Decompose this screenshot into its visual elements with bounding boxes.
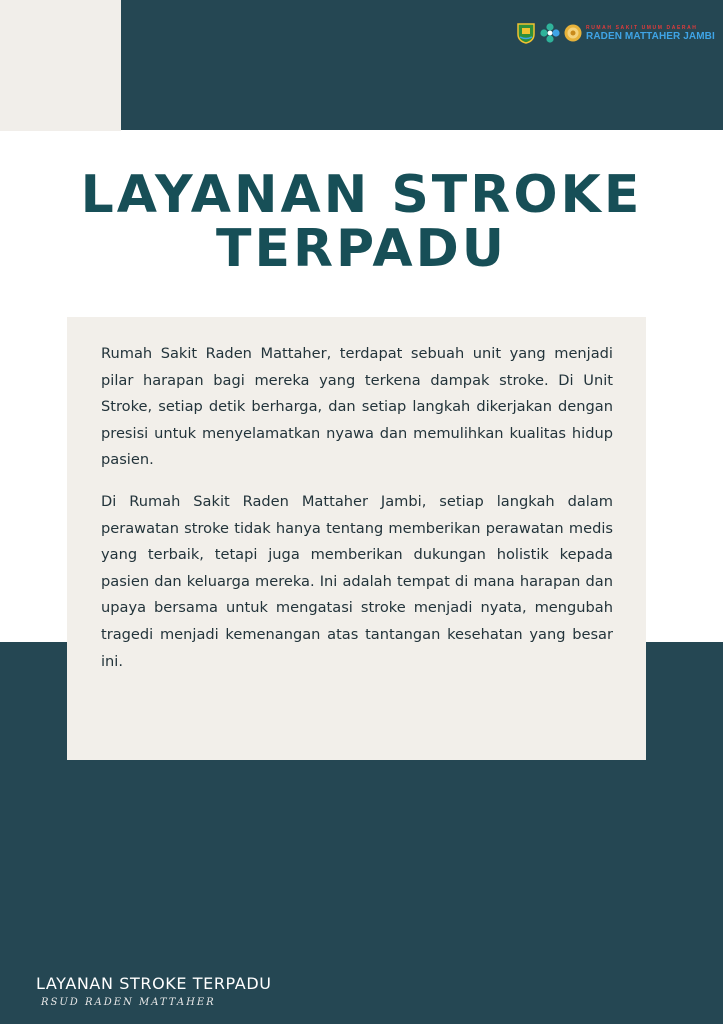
paragraph-care: Di Rumah Sakit Raden Mattaher Jambi, setiap langkah dalam perawatan stroke tidak hanya tentang memberikan perawatan medis yang terbaik, tetapi juga memberikan dukungan holistik kepada pasien dan keluarga mereka. Ini adalah tempat di mana harapan dan upaya bersama untuk mengatasi stroke menjadi nyata, mengubah tragedi menjadi kemenangan atas tantangan kesehatan yang besar ini.	[101, 493, 613, 670]
footer-title: LAYANAN STROKE TERPADU	[36, 974, 272, 993]
logo-name: RADEN MATTAHER JAMBI	[586, 30, 715, 42]
hospital-seal-icon	[564, 24, 582, 42]
corner-block	[0, 0, 121, 131]
page-title	[0, 165, 723, 279]
kemenkes-icon	[539, 22, 561, 44]
title-line-1: LAYANAN STROKE	[80, 165, 643, 225]
logo-text	[586, 25, 715, 42]
paragraph-intro: Rumah Sakit Raden Mattaher, terdapat sebuah unit yang menjadi pilar harapan bagi mereka yang terkena dampak stroke. Di Unit Stroke, setiap detik berharga, dan setiap langkah dikerjakan dengan presisi untuk menyelamatkan nyawa dan memulihkan kualitas hidup pasien.	[101, 345, 613, 469]
logo-subtitle: RUMAH SAKIT UMUM DAERAH	[586, 24, 698, 31]
content-box	[67, 317, 646, 760]
provincial-emblem-icon	[516, 22, 536, 44]
title-line-2: TERPADU	[215, 219, 507, 279]
footer-subtitle: RSUD RADEN MATTAHER	[41, 997, 216, 1008]
hospital-logo	[516, 21, 715, 45]
